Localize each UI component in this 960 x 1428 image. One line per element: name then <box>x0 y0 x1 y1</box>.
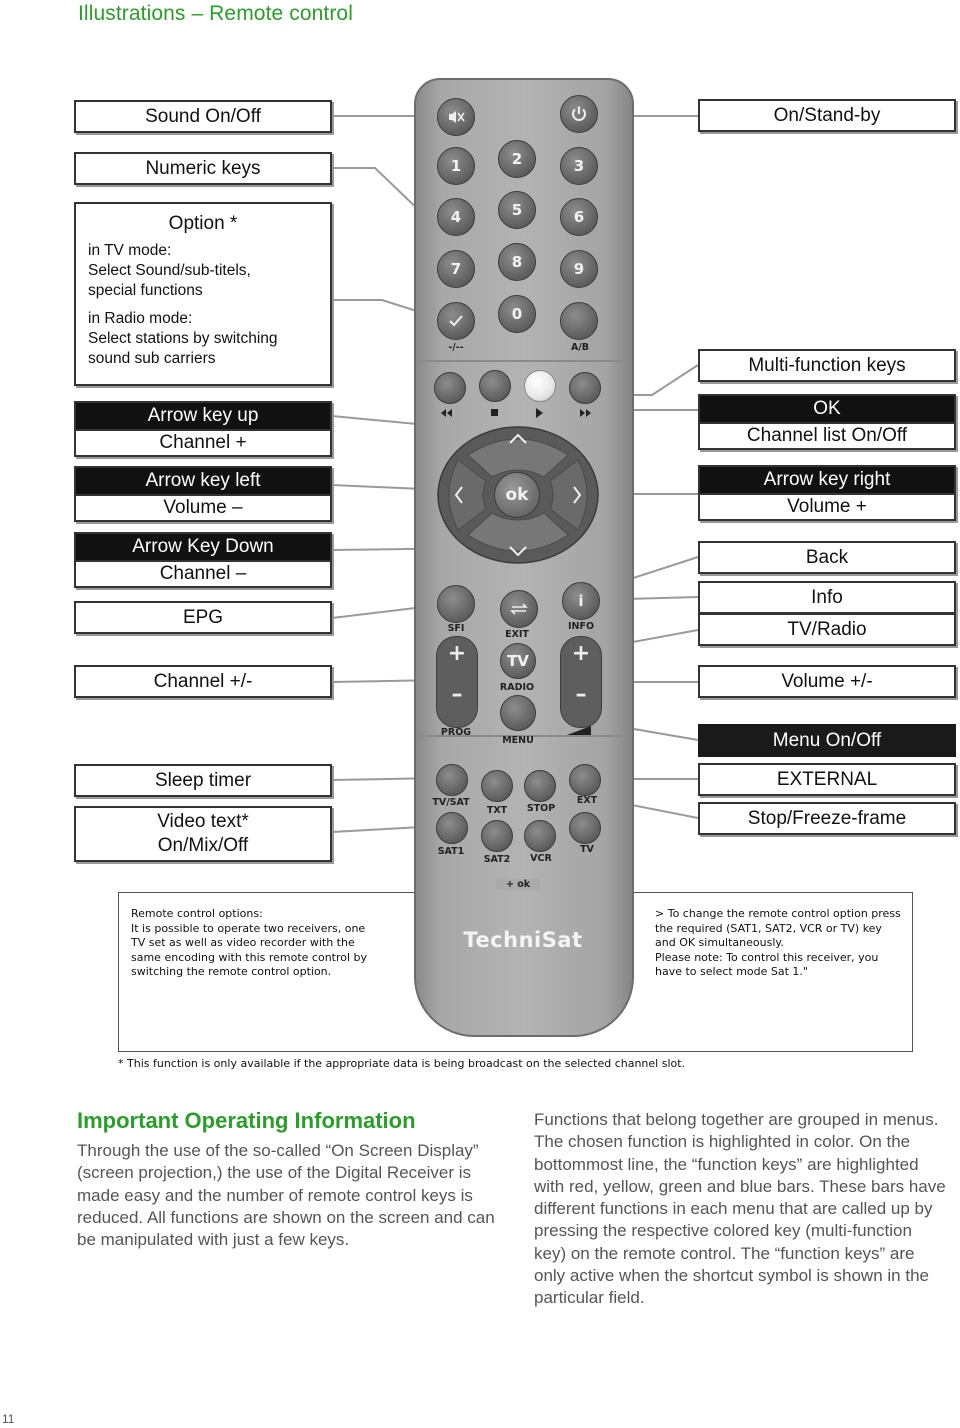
channel-rocker[interactable] <box>436 636 478 728</box>
para-line: reduced. All functions are shown on the screen and can <box>77 1207 495 1227</box>
power-button[interactable] <box>560 95 598 133</box>
sat1-button[interactable] <box>436 812 468 844</box>
play-icon <box>536 408 543 418</box>
sat2-label: SAT2 <box>483 854 511 865</box>
label-arrow-right <box>698 465 956 521</box>
options-right-line: and OK simultaneously. <box>655 936 784 950</box>
key-6[interactable]: 6 <box>560 198 598 236</box>
para-line: bottommost line, the “function keys” are highlighted <box>534 1154 919 1174</box>
key-2[interactable]: 2 <box>498 140 536 178</box>
brand-logo: TechniSat <box>463 928 583 952</box>
footnote: * This function is only available if the appropriate data is being broadcast on the selected channel slot. <box>118 1057 686 1070</box>
stop-icon <box>491 409 498 416</box>
label-multifunction-keys: Multi-function keys <box>698 349 956 382</box>
remote-options-left <box>131 907 367 980</box>
tvsat-label: TV/SAT <box>432 797 470 808</box>
sat1-label: SAT1 <box>437 846 465 857</box>
para-line: only active when the shortcut symbol is shown in the <box>534 1266 929 1286</box>
paragraph-right <box>534 1109 946 1310</box>
option-line: in TV mode: <box>88 242 172 259</box>
page-heading: Illustrations – Remote control <box>78 2 353 25</box>
plus-icon: + <box>571 641 591 666</box>
txt-label: TXT <box>486 805 508 816</box>
label-ok <box>698 394 956 450</box>
label-epg: EPG <box>74 601 332 634</box>
option-button[interactable] <box>437 302 475 340</box>
radio-label: RADIO <box>499 682 535 693</box>
option-line: sound sub carriers <box>88 350 216 367</box>
arrow-up-title: Arrow key up <box>76 403 330 429</box>
volume-ramp-icon <box>566 724 592 736</box>
key-5[interactable]: 5 <box>498 191 536 229</box>
option-line: in Radio mode: <box>88 310 193 327</box>
para-line: made easy and the number of remote control keys is <box>77 1185 473 1205</box>
paragraph-left <box>77 1140 495 1251</box>
volume-rocker[interactable] <box>560 636 602 728</box>
para-line: The chosen function is highlighted in color. On the <box>534 1132 911 1152</box>
options-left-line: It is possible to operate two receivers, one <box>131 921 366 935</box>
options-left-line: TV set as well as video recorder with the <box>131 936 355 950</box>
option-line: Select stations by switching <box>88 330 278 347</box>
label-arrow-down <box>74 532 332 588</box>
arrow-left-title: Arrow key left <box>76 468 330 494</box>
label-back: Back <box>698 541 956 574</box>
options-right-line: the required (SAT1, SAT2, VCR or TV) key <box>655 921 882 935</box>
video-text-line2: On/Mix/Off <box>157 835 249 856</box>
label-numeric-keys: Numeric keys <box>74 152 332 185</box>
rewind-icon <box>441 409 452 417</box>
tv-sat-button[interactable] <box>436 764 468 796</box>
key-8[interactable]: 8 <box>498 243 536 281</box>
ext-button[interactable] <box>569 764 601 796</box>
speaker-mute-icon <box>447 109 465 125</box>
volume-plus-text: Volume + <box>700 493 954 519</box>
options-left-line: same encoding with this remote control by <box>131 950 368 964</box>
label-arrow-up <box>74 401 332 457</box>
arrow-down-title: Arrow Key Down <box>76 534 330 560</box>
para-line: key) on the remote control. The “function keys” are <box>534 1243 915 1263</box>
options-right-line: Please note: To control this receiver, you <box>655 950 879 964</box>
stop-button[interactable] <box>524 770 556 802</box>
tv-radio-button[interactable]: TV <box>500 643 536 679</box>
arrow-right-title: Arrow key right <box>700 467 954 493</box>
video-text-line1: Video text* <box>157 811 249 832</box>
label-sound-onoff: Sound On/Off <box>74 100 332 133</box>
menu-label: MENU <box>502 735 534 746</box>
vcr-label: VCR <box>530 853 552 864</box>
plus-icon: + <box>447 641 467 666</box>
sat2-button[interactable] <box>481 820 513 852</box>
key-3[interactable]: 3 <box>560 147 598 185</box>
label-stop: Stop/Freeze-frame <box>698 802 956 835</box>
label-info: Info <box>698 581 956 614</box>
option-line: Select Sound/sub-titels, <box>88 262 251 279</box>
channel-list-text: Channel list On/Off <box>700 422 954 448</box>
power-icon <box>570 105 588 123</box>
option-line: special functions <box>88 282 203 299</box>
label-option <box>74 202 332 386</box>
para-line: (screen projection,) the use of the Digital Receiver is <box>77 1163 472 1183</box>
tv-mode-button[interactable] <box>569 812 601 844</box>
label-volume-pm: Volume +/- <box>698 665 956 698</box>
label-external: EXTERNAL <box>698 763 956 796</box>
volume-minus-text: Volume – <box>76 494 330 520</box>
key-9[interactable]: 9 <box>560 250 598 288</box>
tv-label: TV <box>580 844 594 855</box>
page-number: 11 <box>2 1412 15 1426</box>
para-line: different functions in each menu that are called up by <box>534 1199 933 1219</box>
sfi-label: SFI <box>447 623 465 634</box>
menu-button[interactable] <box>500 695 536 731</box>
options-right-line: have to select mode Sat 1." <box>655 965 808 979</box>
ext-label: EXT <box>576 795 598 806</box>
label-video-text <box>74 806 332 862</box>
multifunction-red-button[interactable] <box>434 372 466 404</box>
para-line: particular field. <box>534 1288 645 1308</box>
fast-forward-icon <box>580 409 591 417</box>
info-button[interactable]: i <box>562 582 600 620</box>
para-line: with red, yellow, green and blue bars. These bars have <box>534 1176 946 1196</box>
section-heading: Important Operating Information <box>77 1108 416 1133</box>
ok-button[interactable]: ok <box>494 472 540 518</box>
multifunction-green-button[interactable] <box>524 370 556 402</box>
dashes-label: -/-- <box>448 342 464 353</box>
options-left-line: Remote control options: <box>131 907 263 920</box>
exit-button[interactable] <box>500 590 538 628</box>
channel-minus-text: Channel – <box>76 560 330 586</box>
para-line: Through the use of the so-called “On Screen Display” <box>77 1141 479 1160</box>
ab-button[interactable] <box>560 302 598 340</box>
key-7[interactable]: 7 <box>437 250 475 288</box>
label-channel-pm: Channel +/- <box>74 665 332 698</box>
minus-icon: – <box>451 682 463 707</box>
option-title: Option * <box>168 213 238 234</box>
sfi-button[interactable] <box>437 585 475 623</box>
label-on-standby: On/Stand-by <box>698 99 956 132</box>
remote-options-right <box>655 907 901 980</box>
multifunction-yellow-button[interactable] <box>479 370 511 402</box>
media-icons <box>440 405 600 421</box>
plus-ok-label: + ok <box>496 879 540 890</box>
ok-title: OK <box>700 396 954 422</box>
para-line: pressing the respective colored key (multi-function <box>534 1221 912 1241</box>
label-menu: Menu On/Off <box>698 724 956 757</box>
checkmark-icon <box>448 314 464 328</box>
info-label: INFO <box>567 621 595 632</box>
ab-label: A/B <box>570 342 590 353</box>
minus-icon: – <box>575 682 587 707</box>
prog-label: PROG <box>440 727 472 738</box>
txt-button[interactable] <box>481 770 513 802</box>
mute-button[interactable] <box>437 98 475 136</box>
label-arrow-left <box>74 466 332 522</box>
para-line: Functions that belong together are grouped in menus. <box>534 1110 939 1129</box>
para-line: be manipulated with just a few keys. <box>77 1230 350 1250</box>
key-0[interactable]: 0 <box>498 295 536 333</box>
options-left-line: switching the remote control option. <box>131 965 332 979</box>
key-4[interactable]: 4 <box>437 198 475 236</box>
vcr-button[interactable] <box>524 820 556 852</box>
back-arrows-icon <box>509 602 529 616</box>
multifunction-blue-button[interactable] <box>569 372 601 404</box>
label-sleep-timer: Sleep timer <box>74 764 332 797</box>
exit-label: EXIT <box>505 629 529 640</box>
label-tv-radio: TV/Radio <box>698 613 956 646</box>
options-right-line: > To change the remote control option press <box>655 907 901 920</box>
channel-plus-text: Channel + <box>76 429 330 455</box>
stop-label: STOP <box>526 803 556 814</box>
key-1[interactable]: 1 <box>437 147 475 185</box>
remote-divider <box>418 360 626 362</box>
